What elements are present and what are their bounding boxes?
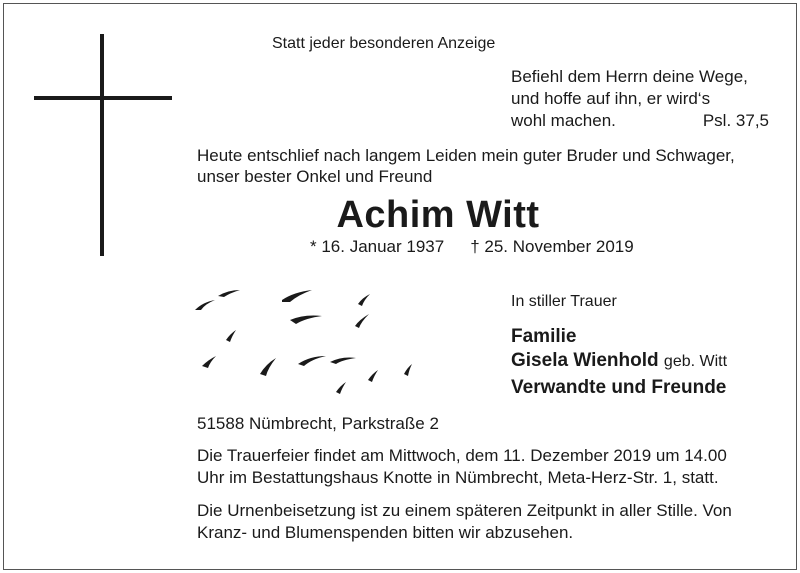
mourners-relatives: Verwandte und Freunde <box>511 377 727 398</box>
urn-line-1: Die Urnenbeisetzung ist zu einem späteren Zeitpunkt in aller Stille. Von <box>197 501 732 520</box>
maiden-name-note: geb. Witt <box>663 353 728 370</box>
life-dates <box>310 236 634 258</box>
urn-line-2: Kranz- und Blumenspenden bitten wir abzusehen. <box>197 523 574 542</box>
verse-reference: Psl. 37,5 <box>702 111 769 130</box>
funeral-line-2: Uhr im Bestattungshaus Knotte in Nümbrecht, Meta-Herz-Str. 1, statt. <box>197 468 719 487</box>
address: 51588 Nümbrecht, Parkstraße 2 <box>197 414 439 433</box>
cross-icon-bar <box>34 96 172 100</box>
intro-line-2: unser bester Onkel und Freund <box>197 167 433 186</box>
header-statt: Statt jeder besonderen Anzeige <box>272 35 496 52</box>
birth-date: * 16. Januar 1937 <box>310 237 445 256</box>
bible-verse <box>511 66 769 132</box>
mourners-intro: In stiller Trauer <box>511 293 617 310</box>
funeral-line-1: Die Trauerfeier findet am Mittwoch, dem 11. Dezember 2019 um 14.00 <box>197 446 727 465</box>
mourners-gisela <box>511 348 727 374</box>
deceased-name: Achim Witt <box>336 194 540 236</box>
verse-line-3: wohl machen. <box>511 111 616 130</box>
verse-line-2: und hoffe auf ihn, er wird‘s <box>511 89 711 108</box>
verse-line-1: Befiehl dem Herrn deine Wege, <box>511 67 748 86</box>
mourner-name: Gisela Wienhold <box>511 350 659 371</box>
birds-icon <box>190 282 420 402</box>
mourners-family: Familie <box>511 326 577 347</box>
death-date: † 25. November 2019 <box>470 237 634 256</box>
intro-line-1: Heute entschlief nach langem Leiden mein guter Bruder und Schwager, <box>197 146 735 165</box>
